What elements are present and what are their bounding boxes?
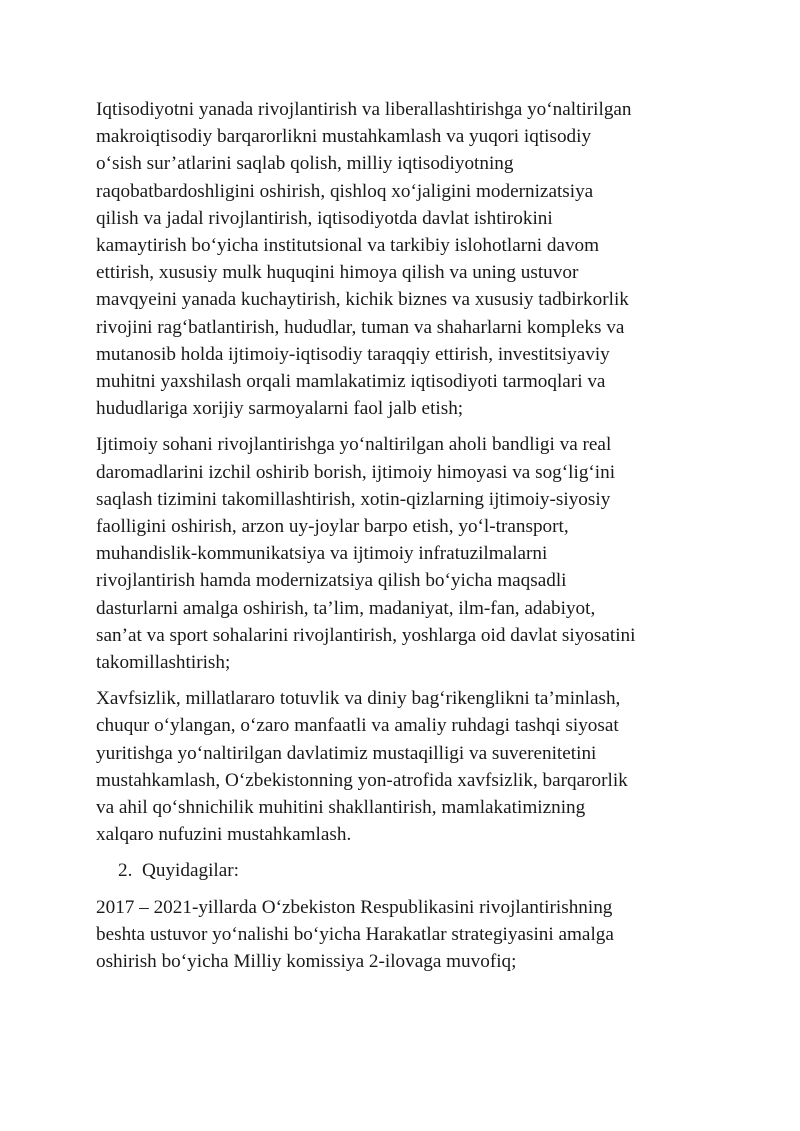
text-line: muhandislik-kommunikatsiya va ijtimoiy infratuzilmalarni [96, 543, 548, 565]
text-line: xalqaro nufuzini mustahkamlash. [96, 824, 352, 846]
text-line: chuqur o‘ylangan, o‘zaro manfaatli va amaliy ruhdagi tashqi siyosat [96, 715, 619, 737]
text-line: qilish va jadal rivojlantirish, iqtisodiyotda davlat ishtirokini [96, 207, 553, 229]
text-line: rivojini rag‘batlantirish, hududlar, tuman va shaharlarni kompleks va [96, 316, 625, 338]
list-number: 2. [118, 860, 133, 882]
text-line: makroiqtisodiy barqarorlikni mustahkamlash va yuqori iqtisodiy [96, 126, 592, 148]
paragraph-economy [96, 96, 716, 422]
text-line: dasturlarni amalga oshirish, ta’lim, madaniyat, ilm-fan, adabiyot, [96, 597, 596, 619]
list-item-text: Quyidagilar: [142, 860, 239, 882]
text-line: takomillashtirish; [96, 652, 231, 674]
text-line: hududlariga xorijiy sarmoyalarni faol jalb etish; [96, 398, 464, 420]
document-page [96, 96, 716, 984]
text-line: daromadlarini izchil oshirib borish, ijtimoiy himoyasi va sog‘lig‘ini [96, 461, 616, 483]
text-line: ettirish, xususiy mulk huquqini himoya qilish va uning ustuvor [96, 262, 579, 284]
paragraph-commission [96, 894, 716, 976]
text-line: va ahil qo‘shnichilik muhitini shakllantirish, mamlakatimizning [96, 797, 586, 819]
text-line: saqlash tizimini takomillashtirish, xotin-qizlarning ijtimoiy-siyosiy [96, 488, 611, 510]
text-line: rivojlantirish hamda modernizatsiya qilish bo‘yicha maqsadli [96, 570, 567, 592]
text-line: oshirish bo‘yicha Milliy komissiya 2-ilovaga muvofiq; [96, 951, 517, 973]
text-line: san’at va sport sohalarini rivojlantirish, yoshlarga oid davlat siyosatini [96, 624, 636, 646]
text-line: beshta ustuvor yo‘nalishi bo‘yicha Harakatlar strategiyasini amalga [96, 923, 614, 945]
text-line: Iqtisodiyotni yanada rivojlantirish va liberallashtirishga yo‘naltirilgan [96, 99, 632, 120]
text-line: kamaytirish bo‘yicha institutsional va tarkibiy islohotlarni davom [96, 235, 600, 257]
text-line: raqobatbardoshligini oshirish, qishloq xo‘jaligini modernizatsiya [96, 180, 594, 202]
paragraph-security [96, 685, 716, 848]
paragraph-social [96, 431, 716, 676]
text-line: muhitni yaxshilash orqali mamlakatimiz iqtisodiyoti tarmoqlari va [96, 371, 606, 393]
numbered-list-item [96, 857, 716, 884]
text-line: o‘sish sur’atlarini saqlab qolish, milliy iqtisodiyotning [96, 153, 514, 175]
text-line: faolligini oshirish, arzon uy-joylar barpo etish, yo‘l-transport, [96, 516, 569, 538]
text-line: mavqyeini yanada kuchaytirish, kichik biznes va xususiy tadbirkorlik [96, 289, 629, 311]
text-line: Ijtimoiy sohani rivojlantirishga yo‘naltirilgan aholi bandligi va real [96, 434, 612, 456]
text-line: mustahkamlash, O‘zbekistonning yon-atrofida xavfsizlik, barqarorlik [96, 769, 628, 791]
text-line: Xavfsizlik, millatlararo totuvlik va diniy bag‘rikenglikni ta’minlash, [96, 688, 621, 710]
text-line: yuritishga yo‘naltirilgan davlatimiz mustaqilligi va suverenitetini [96, 742, 597, 764]
text-line: 2017 – 2021-yillarda O‘zbekiston Respublikasini rivojlantirishning [96, 896, 613, 918]
text-line: mutanosib holda ijtimoiy-iqtisodiy taraqqiy ettirish, investitsiyaviy [96, 343, 610, 365]
